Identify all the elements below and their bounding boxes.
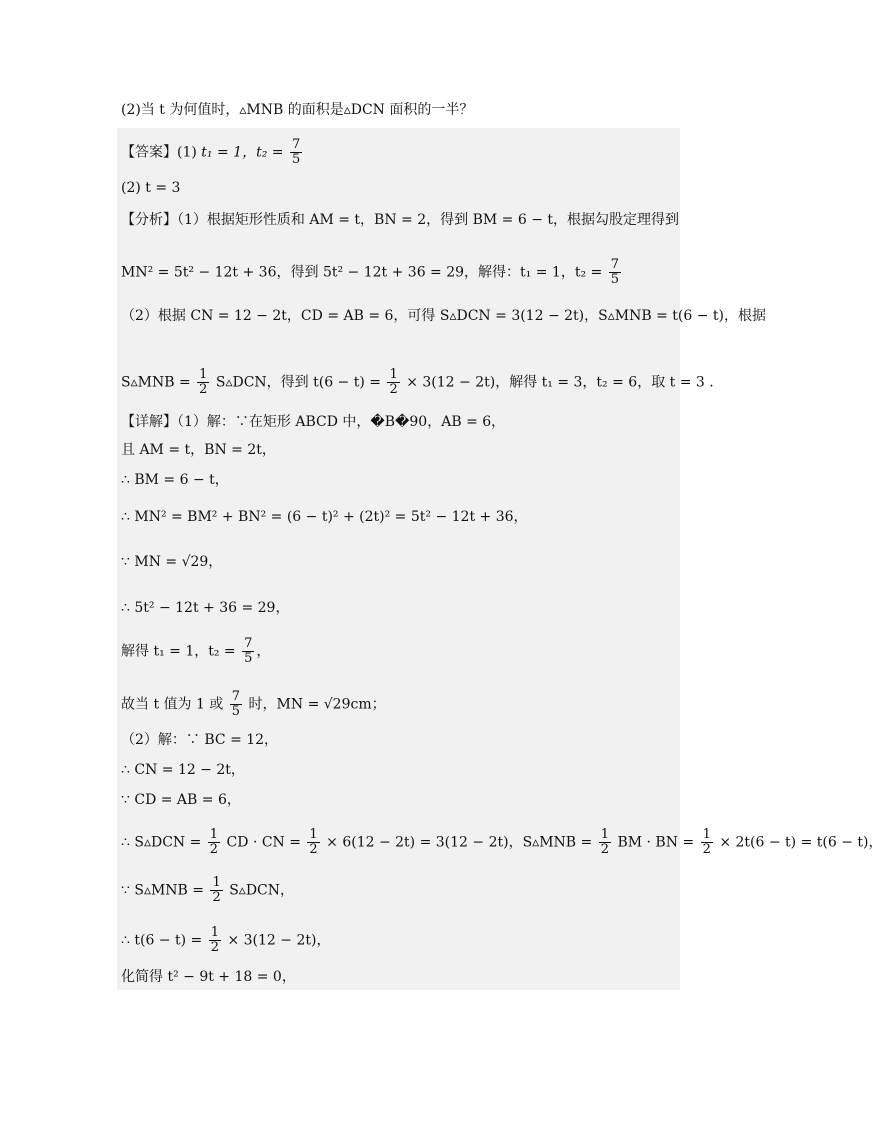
fraction: $\frac{7}{5}$	[231, 689, 241, 719]
detail-line-2: 且 AM = t，BN = 2t，	[121, 442, 276, 458]
detail-line-11: ∵ CD = AB = 6，	[121, 792, 241, 808]
detail-line-10: ∴ CN = 12 − 2t，	[121, 762, 245, 778]
detail-line-7	[121, 637, 270, 666]
analysis-text: S▵MNB =	[121, 374, 191, 391]
detail-text: CD · CN =	[226, 834, 301, 851]
detail-text: ∴ t(6 − t) =	[121, 932, 203, 949]
fraction: $\frac{7}{5}$	[244, 636, 253, 666]
detail-line-3: ∴ BM = 6 − t，	[121, 472, 229, 488]
fraction: $\frac{1}{2}$	[199, 367, 208, 397]
detail-text: 故当 t 值为 1 或	[121, 696, 224, 713]
question-2: (2)当 t 为何值时，▵MNB 的面积是▵DCN 面积的一半？	[121, 102, 474, 118]
detail-text: × 6(12 − 2t) = 3(12 − 2t)，S▵MNB =	[326, 834, 593, 851]
answer-1-prefix: (1)	[177, 144, 197, 161]
fraction: $\frac{1}{2}$	[309, 827, 318, 857]
detail-text: ∵ S▵MNB =	[121, 882, 205, 899]
fraction: $\frac{1}{2}$	[389, 367, 398, 397]
detail-line-1: 【详解】（1）解：∵在矩形 ABCD 中，�B�90，AB = 6，	[121, 414, 506, 430]
detail-text: ，	[256, 643, 271, 660]
detail-line-8	[121, 690, 386, 719]
detail-text: BM · BN =	[617, 834, 695, 851]
detail-line-12	[121, 828, 883, 857]
detail-line-4: ∴ MN² = BM² + BN² = (6 − t)² + (2t)² = 5t² − 12t + 36，	[121, 509, 528, 525]
fraction: $\frac{7}{5}$	[291, 137, 301, 167]
detail-text: × 2t(6 − t) = t(6 − t)，	[719, 834, 883, 851]
answer-line-2: (2) t = 3	[121, 180, 181, 196]
analysis-text: MN² = 5t² − 12t + 36，得到 5t² − 12t + 36 = 29，解得：t₁ = 1，t₂ =	[121, 264, 603, 281]
answer-label: 【答案】	[121, 144, 177, 161]
detail-text: 时，MN = √29cm；	[248, 696, 386, 713]
detail-line-9: （2）解：∵ BC = 12，	[121, 732, 279, 748]
fraction: $\frac{7}{5}$	[610, 257, 619, 287]
fraction: $\frac{1}{2}$	[702, 827, 711, 857]
detail-text: 解得 t₁ = 1，t₂ =	[121, 643, 236, 660]
fraction: $\frac{1}{2}$	[210, 925, 219, 955]
detail-line-6: ∴ 5t² − 12t + 36 = 29，	[121, 600, 290, 616]
detail-line-14	[121, 926, 330, 955]
answer-1-body: t₁ = 1，t₂ =	[201, 144, 284, 161]
detail-text: S▵DCN，	[229, 882, 295, 899]
analysis-line-1: 【分析】（1）根据矩形性质和 AM = t，BN = 2，得到 BM = 6 − t，根据勾股定理得到	[121, 212, 680, 228]
detail-line-15: 化简得 t² − 9t + 18 = 0，	[121, 969, 296, 985]
detail-text: × 3(12 − 2t)，	[227, 932, 331, 949]
detail-line-5: ∵ MN = √29，	[121, 554, 223, 570]
analysis-line-4	[121, 368, 714, 397]
fraction: $\frac{1}{2}$	[209, 827, 219, 857]
analysis-text: S▵DCN，得到 t(6 − t) =	[215, 374, 382, 391]
answer-line-1	[121, 138, 304, 167]
detail-line-13	[121, 876, 294, 905]
fraction: $\frac{1}{2}$	[212, 875, 221, 905]
detail-text: ∴ S▵DCN =	[121, 834, 202, 851]
fraction: $\frac{1}{2}$	[600, 827, 609, 857]
analysis-line-2	[121, 258, 623, 287]
analysis-text: × 3(12 − 2t)，解得 t₁ = 3，t₂ = 6，取 t = 3 .	[406, 374, 714, 391]
analysis-line-3: （2）根据 CN = 12 − 2t，CD = AB = 6，可得 S▵DCN = 3(12 − 2t)，S▵MNB = t(6 − t)，根据	[121, 308, 766, 324]
